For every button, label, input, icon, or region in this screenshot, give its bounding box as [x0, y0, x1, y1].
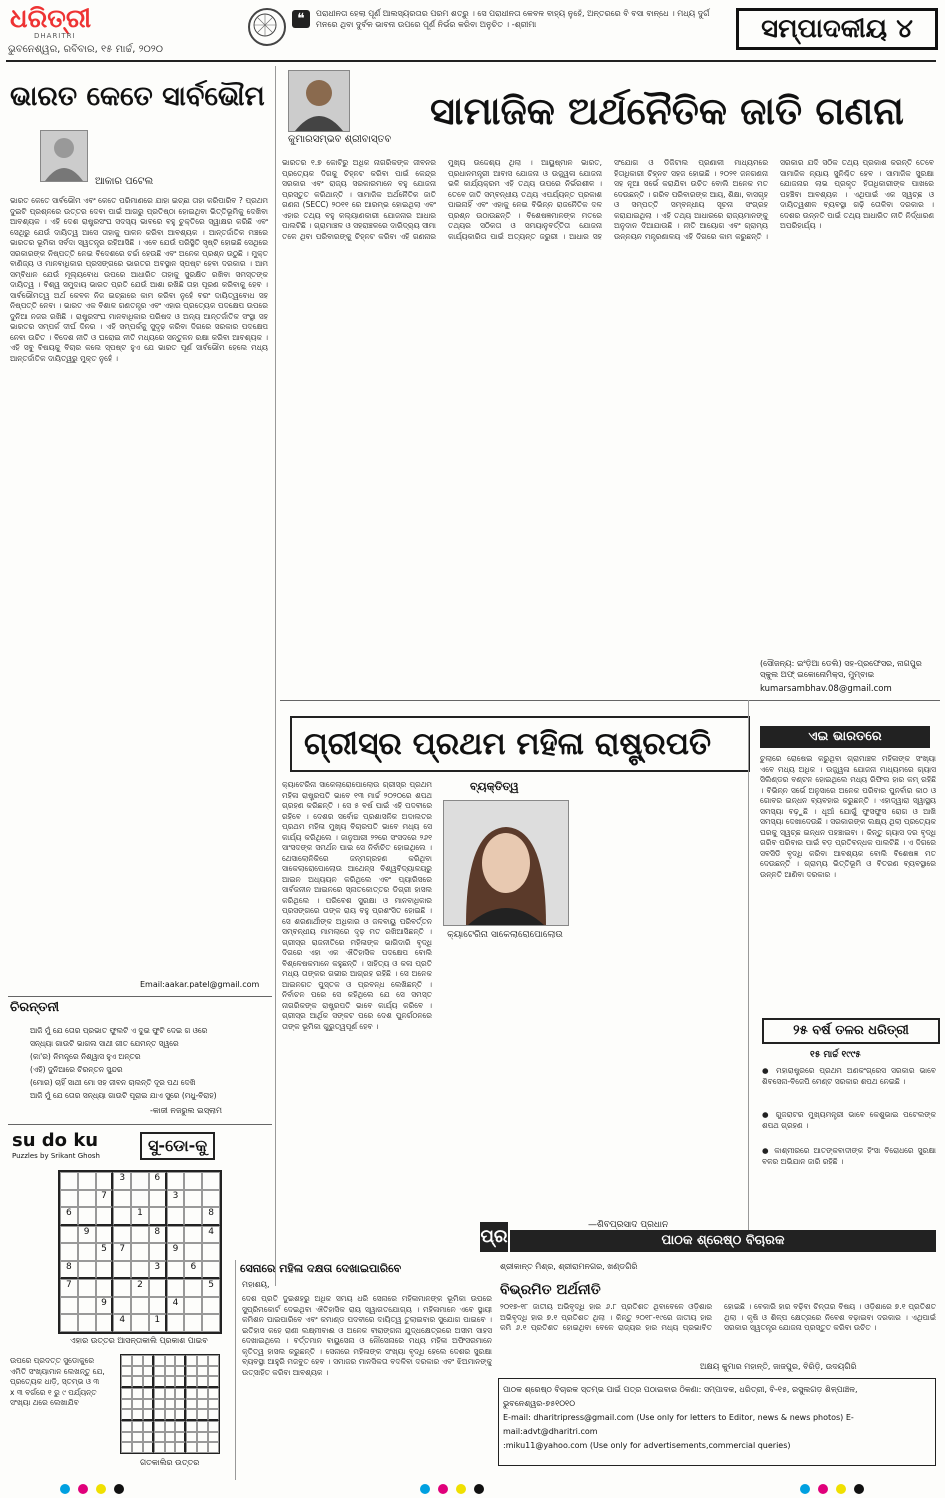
sudoku-cell[interactable] [202, 1243, 220, 1261]
letter-1-title: ସେନାରେ ମହିଳା ଦକ୍ଷତା ଦେଖାଇପାରିବେ [240, 1262, 402, 1275]
letter-2-author: ଅକ୍ଷୟ କୁମାର ମହାନ୍ତି, ଜାଜପୁର, ବିରିଡ଼ି, ଉଦୟଗିରି [700, 1362, 857, 1371]
sudoku-cell [165, 1366, 176, 1377]
sudoku-cell[interactable]: 7 [60, 1279, 78, 1297]
sudoku-cell[interactable] [113, 1190, 131, 1208]
letters-ads-email[interactable]: :miku11@yahoo.com (Use only for advertisements,commercial queries) [503, 1441, 791, 1450]
sudoku-cell [165, 1399, 176, 1410]
sudoku-cell[interactable] [184, 1172, 202, 1190]
sudoku-cell[interactable] [113, 1207, 131, 1226]
sudoku-cell [197, 1376, 208, 1388]
sudoku-cell [121, 1442, 132, 1453]
main-article-email[interactable]: kumarsambhav.08@gmail.com [760, 684, 892, 694]
years-ago-item: ● ମହାରାଷ୍ଟ୍ରରେ ପ୍ରଥମ ଅଣକଂଗ୍ରେସ ସରକାର ଭାବେ ଶିବସେନା-ବିଜେପି ମେଣ୍ଟ ସରକାର ଶପଥ ନେଇଛି । [762, 1066, 936, 1086]
logo [10, 6, 90, 42]
sudoku-cell[interactable] [202, 1297, 220, 1315]
sudoku-cell[interactable]: 1 [131, 1207, 149, 1226]
sudoku-cell [165, 1421, 176, 1432]
sudoku-odia-title: ସୁ-ଡୋ-କୁ [140, 1132, 215, 1160]
sudoku-cell[interactable] [60, 1297, 78, 1315]
sudoku-cell [143, 1366, 154, 1377]
poem-line: ସନ୍ଧ୍ୟା ଗାଉଟି ଭାଗଲ ସାଥୀ ଗୀତ ଯେମନ୍ତ ସ୍ୱରେ [30, 1039, 179, 1048]
sudoku-cell[interactable] [60, 1243, 78, 1261]
sudoku-cell[interactable] [131, 1297, 149, 1315]
sudoku-cell [132, 1388, 143, 1399]
registration-mark [438, 1484, 448, 1494]
sudoku-cell[interactable] [78, 1190, 96, 1208]
sudoku-cell [208, 1421, 219, 1432]
sudoku-cell[interactable] [202, 1261, 220, 1280]
sudoku-cell[interactable] [184, 1243, 202, 1261]
sudoku-cell[interactable]: 3 [149, 1261, 167, 1280]
sudoku-cell [121, 1388, 132, 1399]
sudoku-cell [154, 1399, 165, 1410]
sudoku-brand: su do ku [12, 1130, 99, 1151]
sudoku-cell[interactable] [131, 1243, 149, 1261]
sudoku-cell [197, 1432, 208, 1443]
sudoku-cell[interactable] [78, 1314, 96, 1332]
registration-mark [854, 1484, 864, 1494]
left-article-title: ଭାରତ କେତେ ସାର୍ବଭୌମ [10, 81, 265, 112]
sudoku-cell[interactable] [131, 1226, 149, 1244]
registration-mark [96, 1484, 106, 1494]
sudoku-cell [208, 1366, 219, 1377]
years-ago-item: ● ଗୁଜରାଟର ମୁଖ୍ୟମନ୍ତ୍ରୀ ଭାବେ କେଶୁଭାଇ ପଟେଲଙ୍କ ଶପଥ ଗ୍ରହଣ । [762, 1110, 936, 1130]
sudoku-cell[interactable]: 8 [60, 1261, 78, 1280]
sudoku-cell [186, 1388, 197, 1399]
sudoku-cell[interactable] [167, 1279, 185, 1297]
sudoku-cell[interactable]: 6 [149, 1172, 167, 1190]
sudoku-cell [186, 1442, 197, 1453]
sudoku-cell[interactable] [78, 1243, 96, 1261]
sudoku-cell [132, 1442, 143, 1453]
sudoku-cell [154, 1388, 165, 1399]
letter-2-title: ବିଭ୍ରମିତ ଅର୍ଥନୀତି [500, 1282, 601, 1298]
sudoku-cell [132, 1399, 143, 1410]
sudoku-cell[interactable]: 8 [149, 1226, 167, 1244]
sudoku-cell[interactable] [96, 1314, 114, 1332]
sudoku-cell [175, 1421, 186, 1432]
sudoku-cell [154, 1409, 165, 1421]
ei-bharatare-body: ଚୁଲାରେ ରୋଷେଇ କରୁଥିବା ଗ୍ରାମାଞ୍ଚଳ ମହିଳାଙ୍କ ସଂଖ୍ୟା ଏବେ ମଧ୍ୟ ଅଧିକ । ଉଜ୍ଜ୍ୱଳା ଯୋଜନା ମାଧ୍ୟମରେ ଗ୍ୟାସ ସିଲିଣ୍ଡର ବଣ୍ଟନ ହୋଇଥିଲେ ମଧ୍ୟ ରିଫିଲ ହାର କମ୍ ରହିଛି । ବିଭିନ୍ନ ସର୍ଭେ ଅନୁସାରେ ଅନେକ ପରିବାର ପୁନର୍ବାର କାଠ ଓ ଗୋବର ଇନ୍ଧନ ବ୍ୟବହାର କରୁଛନ୍ତି । ଏହାଦ୍ୱାରା ସ୍ୱାସ୍ଥ୍ୟ ସମସ୍ୟା ବଢ଼ୁଛି । ଧୂଆଁ ଯୋଗୁଁ ଫୁସଫୁସ ରୋଗ ଓ ଆଖି ସମସ୍ୟା ଦେଖାଦେଉଛି । ସରକାରଙ୍କ ଲକ୍ଷ୍ୟ ଥିଲା ପ୍ରତ୍ୟେକ ଘରକୁ ସ୍ୱଚ୍ଛ ଇନ୍ଧନ ପହଞ୍ଚାଇବା । କିନ୍ତୁ ଗ୍ୟାସ ଦର ବୃଦ୍ଧି ଗରିବ ପରିବାର ପାଇଁ ବଡ଼ ପ୍ରତିବନ୍ଧକ ପାଲଟିଛି । ଏ ଦିଗରେ ସବସିଡି ବୃଦ୍ଧି କରିବା ଆବଶ୍ୟକ ବୋଲି ବିଶେଷଜ୍ଞ ମତ ଦେଉଛନ୍ତି । ଗ୍ରାମ୍ୟ ଭିତ୍ତିଭୂମି ଓ ବିତରଣ ବ୍ୟବସ୍ଥାରେ ଉନ୍ନତି ଆଣିବା ଦରକାର । [760, 754, 936, 879]
sudoku-cell[interactable] [131, 1190, 149, 1208]
sudoku-cell[interactable] [149, 1207, 167, 1226]
sudoku-cell[interactable] [60, 1314, 78, 1332]
sudoku-cell [154, 1376, 165, 1388]
sudoku-cell [121, 1399, 132, 1410]
sudoku-cell [197, 1409, 208, 1421]
author-photo-akar [40, 130, 88, 182]
sudoku-cell[interactable] [96, 1279, 114, 1297]
years-ago-item: ● କାଶ୍ମୀରରେ ଆତଙ୍କବାଦୀଙ୍କ ହିଂସା ବିରୋଧରେ ସୁରକ୍ଷା ବଳର ଅଭିଯାନ ଜାରି ରହିଛି । [762, 1146, 936, 1166]
letter-2-body: ୨୦୧୭-୧୮ ଜାତୀୟ ଅଭିବୃଦ୍ଧି ହାର ୬.୮ ପ୍ରତିଶତ ଥିବାବେଳେ ଓଡ଼ିଶାର ଅଭିବୃଦ୍ଧି ହାର ୭.୧ ପ୍ରତିଶତ ଥିଲା । କିନ୍ତୁ ୨୦୧୮-୧୯ରେ ଜାତୀୟ ହାର କମି ୬.୧ ପ୍ରତିଶତ ହୋଇଥିବା ବେଳେ ରାଜ୍ୟର ହାର ମଧ୍ୟ ପ୍ରଭାବିତ ହୋଇଛି । ବେକାରି ହାର ବଢ଼ିବା ଚିନ୍ତାର ବିଷୟ । ଓଡ଼ିଶାରେ ୭.୧ ପ୍ରତିଶତ ଥିଲା । କୃଷି ଓ ଶିଳ୍ପ କ୍ଷେତ୍ରରେ ନିବେଶ ବଢ଼ାଇବା ଦରକାର । ଏଥିପାଇଁ ସରକାର ସ୍ୱତନ୍ତ୍ର ଯୋଜନା ପ୍ରସ୍ତୁତ କରିବା ଉଚିତ । [500, 1302, 936, 1332]
sudoku-cell[interactable] [60, 1226, 78, 1244]
logo-mark: ଧରିତ୍ରୀ [10, 4, 92, 34]
section-rule [280, 700, 940, 701]
sudoku-prev-grid [120, 1354, 220, 1454]
sudoku-cell [186, 1355, 197, 1366]
sudoku-cell [186, 1432, 197, 1443]
registration-mark [456, 1484, 466, 1494]
sudoku-cell [175, 1399, 186, 1410]
left-article-byline: ଆକାର ପଟେଲ [95, 176, 154, 187]
registration-mark [60, 1484, 70, 1494]
sudoku-note: ଏହାର ଉତ୍ତର ଆସନ୍ତାକାଲି ପ୍ରକାଶ ପାଇବ [70, 1336, 208, 1345]
column-rule [235, 1260, 236, 1480]
sudoku-cell [165, 1409, 176, 1421]
years-ago-title: ୨୫ ବର୍ଷ ତଳର ଧରିତ୍ରୀ [762, 1018, 940, 1044]
poem-line: (କା'ର) ନିମନ୍ତ୍ରେ ନିଶ୍ୱାସ ହୁଏ ଅନ୍ତର [30, 1052, 141, 1061]
sudoku-cell[interactable] [149, 1190, 167, 1208]
dateline: ଭୁବନେଶ୍ୱର, ରବିବାର, ୧୫ ମାର୍ଚ୍ଚ, ୨୦୨୦ [8, 44, 164, 55]
sudoku-cell[interactable] [113, 1261, 131, 1280]
registration-mark [420, 1484, 430, 1494]
sudoku-cell[interactable]: 5 [202, 1279, 220, 1297]
sudoku-cell [175, 1409, 186, 1421]
section-rule [8, 996, 272, 997]
years-ago-date: ୧୫ ମାର୍ଚ୍ଚ ୧୯୯୫ [810, 1050, 861, 1060]
sudoku-cell [132, 1355, 143, 1366]
sudoku-cell [175, 1366, 186, 1377]
sudoku-cell [175, 1376, 186, 1388]
sudoku-cell[interactable]: 6 [184, 1261, 202, 1280]
sudoku-cell [208, 1376, 219, 1388]
letters-section-title: ପାଠକ ଶ୍ରେଷ୍ଠ ବିଚାରକ [510, 1230, 936, 1252]
registration-mark [114, 1484, 124, 1494]
katerina-caption: କ୍ୟାଟେରିନା ସାକେଲାରୋପୋଲୋଉ [447, 930, 563, 940]
sudoku-cell[interactable] [96, 1226, 114, 1244]
sudoku-cell[interactable] [184, 1279, 202, 1297]
daily-quote: ପରାଧୀନତା ହେଲା ପୂର୍ଣ ଆଲସ୍ୟରତାର ପରମ ଶତ୍ରୁ । ସେ ପରାଧୀନତା କେବଳ ବାହ୍ୟ ନୁହେଁ, ଅନ୍ତରରେ ବି ବସା ବାନ୍ଧେ । ମଧ୍ୟ ଦୁର୍ଗ ମନରେ ଥିବା ଦୁର୍ବଳ ଭାବନା ଉପରେ ପୂର୍ଣ ନିର୍ଭର କରିବା ଅନୁଚିତ । -ଶ୍ରୀମା [316, 9, 710, 29]
sudoku-cell [165, 1442, 176, 1453]
sudoku-cell [208, 1432, 219, 1443]
registration-mark [818, 1484, 828, 1494]
sudoku-cell [197, 1399, 208, 1410]
author-photo-kumar [288, 70, 350, 132]
sudoku-cell[interactable] [113, 1226, 131, 1244]
sudoku-cell[interactable] [131, 1172, 149, 1190]
sudoku-cell [165, 1432, 176, 1443]
sudoku-cell [186, 1366, 197, 1377]
registration-mark [474, 1484, 484, 1494]
registration-mark [800, 1484, 810, 1494]
sudoku-cell [208, 1409, 219, 1421]
main-article-footer: (ସୌଜନ୍ୟ: ଇଂଡ଼ିଆ ଡେଲି) ସହ-ପ୍ରଫେସର, ନାଗପୁର ସ୍କୁଲ ଅଫ୍ ଇକୋନୋମିକ୍ସ, ମୁମ୍ବାଇ [760, 659, 922, 679]
sudoku-cell [143, 1442, 154, 1453]
registration-mark [836, 1484, 846, 1494]
sudoku-cell[interactable]: 9 [167, 1243, 185, 1261]
section-rule [8, 1124, 272, 1125]
sudoku-cell [208, 1442, 219, 1453]
sudoku-instructions: ଉପରେ ପ୍ରଦତ୍ତ ସୁଡୋକୁରେ ଏମିତି ସଂଖ୍ୟାମାନ ଲେଖନ୍ତୁ ଯେ, ପ୍ରତ୍ୟେକ ଧାଡ଼ି, ସ୍ତମ୍ଭ ଓ ୩ x ୩ ବର୍ଗରେ ୧ ରୁ ୯ ପର୍ଯ୍ୟନ୍ତ ସଂଖ୍ୟା ଥରେ ଲେଖାଯିବ [10, 1356, 105, 1407]
sudoku-cell[interactable]: 9 [78, 1226, 96, 1244]
sudoku-cell [208, 1399, 219, 1410]
main-article-body: ଭାରତର ୧.୭ କୋଟିରୁ ଅଧିକ ନାଗରିକଙ୍କ ଜୀବନର ପ୍ରତ୍ୟେକ ଦିଗକୁ ଚିହ୍ନଟ କରିବା ପାଇଁ କେନ୍ଦ୍ର ସରକାର ଏବଂ ରାଜ୍ୟ ସରକାରମାନେ ବହୁ ଯୋଜନା ପ୍ରସ୍ତୁତ କରିଥାନ୍ତି । ସାମାଜିକ ଅର୍ଥନୈତିକ ଜାତି ଗଣନା (SECC) ୨୦୧୧ ରେ ଆରମ୍ଭ ହୋଇଥିଲା ଏବଂ ଏହାର ତଥ୍ୟ ବହୁ କଲ୍ୟାଣକାରୀ ଯୋଜନାର ଆଧାର ପାଲଟିଛି । ଗ୍ରାମାଞ୍ଚଳ ଓ ସହରାଞ୍ଚଳରେ ଦାରିଦ୍ର୍ୟ ସୀମା ତଳେ ଥିବା ପରିବାରଙ୍କୁ ଚିହ୍ନଟ କରିବା ଏହି ଗଣନାର ମୁଖ୍ୟ ଉଦ୍ଦେଶ୍ୟ ଥିଲା । ଆୟୁଷ୍ମାନ ଭାରତ, ପ୍ରଧାନମନ୍ତ୍ରୀ ଆବାସ ଯୋଜନା ଓ ଉଜ୍ଜ୍ୱଳା ଯୋଜନା ଭଳି କାର୍ଯ୍ୟକ୍ରମ ଏହି ତଥ୍ୟ ଉପରେ ନିର୍ଭରଶୀଳ । ତେବେ ଜାତି ସମ୍ବନ୍ଧୀୟ ତଥ୍ୟ ଏପର୍ଯ୍ୟନ୍ତ ପ୍ରକାଶ ପାଇନାହିଁ ଏବଂ ଏହାକୁ ନେଇ ବିଭିନ୍ନ ରାଜନୈତିକ ଦଳ ପ୍ରଶ୍ନ ଉଠାଉଛନ୍ତି । ବିଶେଷଜ୍ଞମାନଙ୍କ ମତରେ ତଥ୍ୟର ସଠିକତା ଓ ସମୟାନୁବର୍ତ୍ତିତା ଯୋଜନା କାର୍ଯ୍ୟକାରିତା ପାଇଁ ଅତ୍ୟନ୍ତ ଜରୁରୀ । ଆଧାର ସହ ସଂଯୋଗ ଓ ଡିଜିଟାଲ ପ୍ରଣାଳୀ ମାଧ୍ୟମରେ ହିତାଧିକାରୀ ଚିହ୍ନଟ ସହଜ ହୋଇଛି । ୨୦୨୧ ଜନଗଣନା ସହ ନୂଆ ସର୍ଭେ କରାଯିବା ଉଚିତ ବୋଲି ଅନେକ ମତ ଦେଉଛନ୍ତି । ଗରିବ ପରିବାରଙ୍କ ଆୟ, ଶିକ୍ଷା, ବାସଗୃହ ଓ ସମ୍ପତ୍ତି ସମ୍ବନ୍ଧୀୟ ସୂଚନା ସଂଗ୍ରହ କରାଯାଇଥିଲା । ଏହି ତଥ୍ୟ ଆଧାରରେ ରାଜ୍ୟମାନଙ୍କୁ ଅନୁଦାନ ଦିଆଯାଉଛି । ନୀତି ଆୟୋଗ ଏବଂ ଗ୍ରାମ୍ୟ ଉନ୍ନୟନ ମନ୍ତ୍ରଣାଳୟ ଏହି ଦିଗରେ କାମ କରୁଛନ୍ତି । ସରକାର ଯଦି ସଠିକ ତଥ୍ୟ ପ୍ରକାଶ କରନ୍ତି ତେବେ ସାମାଜିକ ନ୍ୟାୟ ସୁନିଶ୍ଚିତ ହେବ । ସାମାଜିକ ସୁରକ୍ଷା ଯୋଜନାର ଲାଭ ପ୍ରକୃତ ହିତାଧିକାରୀଙ୍କ ପାଖରେ ପହଞ୍ଚିବା ଆବଶ୍ୟକ । ଏଥିପାଇଁ ଏକ ସ୍ୱଚ୍ଛ ଓ ଦାୟିତ୍ୱଶୀଳ ବ୍ୟବସ୍ଥା ଗଢ଼ି ତୋଳିବା ଦରକାର । ଦେଶର ଉନ୍ନତି ପାଇଁ ତଥ୍ୟ ଆଧାରିତ ନୀତି ନିର୍ଦ୍ଧାରଣ ଅପରିହାର୍ଯ୍ୟ । [282, 158, 934, 241]
sudoku-cell[interactable] [167, 1172, 185, 1190]
sudoku-cell[interactable] [184, 1297, 202, 1315]
sudoku-brand-sub: Puzzles by Srikant Ghosh [12, 1152, 100, 1160]
sudoku-cell[interactable] [131, 1314, 149, 1332]
sudoku-cell[interactable]: 5 [96, 1243, 114, 1261]
sudoku-cell [197, 1355, 208, 1366]
sudoku-cell[interactable]: 3 [113, 1172, 131, 1190]
sudoku-cell[interactable] [113, 1297, 131, 1315]
wheel-emblem-icon [248, 8, 286, 46]
sudoku-cell[interactable]: 7 [96, 1190, 114, 1208]
greece-article-title: ଗ୍ରୀସ୍‌ର ପ୍ରଥମ ମହିଳା ରାଷ୍ଟ୍ରପତି [290, 716, 750, 772]
katerina-photo [443, 800, 569, 926]
greece-article-body-2 [440, 950, 578, 1220]
sudoku-cell[interactable] [60, 1190, 78, 1208]
sudoku-cell[interactable] [149, 1297, 167, 1315]
left-article-body: ଭାରତ କେତେ ସାର୍ବଭୌମ ଏବଂ କେତେ ପରିମାଣରେ ଯାହା ଇଚ୍ଛା ତାହା କରିପାରିବ ? ପ୍ରଥମ ଦୁଇଟି ପ୍ରଶ୍ନରେ ଉତ୍ତର ଦେବା ପାଇଁ ଆଗରୁ ପ୍ରତିଷ୍ଠା ହୋଇଥିବା ଭିତ୍ତିଭୂମିକୁ ଦେଖିବା ଆବଶ୍ୟକ । ଏହି ଦେଶ ରାଷ୍ଟ୍ରସଂଘ ସଦସ୍ୟ ଭାବରେ ବହୁ ଚୁକ୍ତିରେ ସ୍ୱାକ୍ଷର କରିଛି ଏବଂ ସେଥିରୁ ଯେଉଁ ଦାୟିତ୍ୱ ଆସେ ତାହାକୁ ପାଳନ କରିବା ଆବଶ୍ୟକ । ଆନ୍ତର୍ଜାତିକ ମଞ୍ଚରେ ଭାରତର ଭୂମିକା ସର୍ବଦା ସ୍ୱତନ୍ତ୍ର ରହିଆସିଛି । ଏବେ ଯେଉଁ ପରିସ୍ଥିତି ସୃଷ୍ଟି ହୋଇଛି ସେଥିରେ ସରକାରଙ୍କ ନିଷ୍ପତ୍ତି ନେଇ ବିଦେଶରେ ଚର୍ଚ୍ଚା ହେଉଛି ଏବଂ ଅନେକ ପ୍ରଶ୍ନ ଉଠୁଛି । ମୁକ୍ତ ବାଣିଜ୍ୟ ଓ ମାନବାଧିକାର ପ୍ରସଙ୍ଗରେ ଭାରତର ଅବସ୍ଥାନ ସ୍ପଷ୍ଟ ହେବା ଦରକାର । ଆମ ସମ୍ବିଧାନ ଯେଉଁ ମୂଲ୍ୟବୋଧ ଉପରେ ଆଧାରିତ ତାହାକୁ ସୁରକ୍ଷିତ ରଖିବା ସମସ୍ତଙ୍କ ଦାୟିତ୍ୱ । ବିଶ୍ୱ ସମୁଦାୟ ଭାରତ ପ୍ରତି ଯେଉଁ ଆଶା ରଖିଛି ତାହା ପୂରଣ କରିବାକୁ ହେବ । ସାର୍ବଭୌମତ୍ୱ ଅର୍ଥ କେବଳ ନିଜ ଇଚ୍ଛାରେ କାମ କରିବା ନୁହେଁ ବରଂ ଦାୟିତ୍ୱବୋଧ ସହ ନିଷ୍ପତ୍ତି ନେବା । ଭାରତ ଏକ ବିଶାଳ ଗଣତନ୍ତ୍ର ଏବଂ ଏହାର ପ୍ରତ୍ୟେକ ପଦକ୍ଷେପ ଉପରେ ଦୁନିଆ ନଜର ରଖିଛି । ରାଷ୍ଟ୍ରସଂଘ ମାନବାଧିକାର ପରିଷଦ ଓ ଅନ୍ୟ ଆନ୍ତର୍ଜାତିକ ସଂସ୍ଥା ସହ ଭାରତର ସମ୍ପର୍କ ଦୀର୍ଘ ଦିନର । ଏହି ସମ୍ପର୍କକୁ ସୁଦୃଢ଼ କରିବା ଦିଗରେ ସରକାର ପଦକ୍ଷେପ ନେବା ଉଚିତ । ବିଦେଶ ନୀତି ଓ ଘରୋଇ ନୀତି ମଧ୍ୟରେ ସନ୍ତୁଳନ ରକ୍ଷା କରିବା ଆବଶ୍ୟକ । ଏହି ସବୁ ବିଷୟକୁ ବିଚାର କଲେ ସ୍ପଷ୍ଟ ହୁଏ ଯେ ଭାରତ ପୂର୍ଣ ସାର୍ବଭୌମ ହେଲେ ମଧ୍ୟ ଆନ୍ତର୍ଜାତିକ ଦାୟିତ୍ୱରୁ ମୁକ୍ତ ନୁହେଁ । [10, 196, 268, 363]
letters-address: ପାଠକ ଶ୍ରେଷ୍ଠ ବିଚାରକ ସ୍ତମ୍ଭ ପାଇଁ ପତ୍ର ପଠାଇବାର ଠିକଣା: ସମ୍ପାଦକ, ଧରିତ୍ରୀ, ବି-୧୫, ରସୁଲଗଡ଼ ଶିଳ୍ପାଞ୍ଚଳ, ଭୁବନେଶ୍ୱର-୭୫୧୦୧୦ [503, 1385, 858, 1408]
sudoku-cell [121, 1355, 132, 1366]
sudoku-cell [154, 1432, 165, 1443]
letter-1-greeting: ମହାଶୟ, [242, 1280, 270, 1289]
sudoku-cell[interactable]: 2 [131, 1279, 149, 1297]
sudoku-grid[interactable] [58, 1170, 222, 1334]
poem-line: (ଏହି) ଦୁନିଆରେ ଚିରନ୍ତନ ସୁନ୍ଦର [30, 1065, 123, 1074]
sudoku-cell [121, 1409, 132, 1421]
sudoku-cell[interactable] [60, 1172, 78, 1190]
sudoku-cell[interactable] [184, 1207, 202, 1226]
sudoku-cell[interactable] [113, 1279, 131, 1297]
sudoku-cell [175, 1442, 186, 1453]
sudoku-cell[interactable] [184, 1226, 202, 1244]
sudoku-cell[interactable] [202, 1190, 220, 1208]
sudoku-cell [121, 1432, 132, 1443]
sudoku-cell[interactable]: 9 [96, 1297, 114, 1315]
sudoku-cell[interactable] [131, 1261, 149, 1280]
ei-bharatare-title: ଏଇ ଭାରତରେ [760, 726, 930, 748]
letter-1-author: ଶ୍ରୀକାନ୍ତ ମିଶ୍ର, ଶ୍ରୀରାମନଗର, ଖଣ୍ଡଗିରି [500, 1262, 638, 1271]
greece-article-signature: —ଶିବପ୍ରସାଦ ପ୍ରଧାନ [588, 1220, 669, 1230]
sudoku-cell [165, 1376, 176, 1388]
main-article-byline: କୁମାରସମ୍ଭବ ଶ୍ରୀବାସ୍ତବ [288, 134, 392, 145]
sudoku-cell [132, 1366, 143, 1377]
sudoku-cell [175, 1355, 186, 1366]
sudoku-cell [154, 1355, 165, 1366]
letters-icon: ପ୍ର [480, 1222, 508, 1252]
sudoku-cell[interactable] [149, 1243, 167, 1261]
sudoku-cell [186, 1376, 197, 1388]
sudoku-cell [208, 1388, 219, 1399]
sudoku-cell [186, 1421, 197, 1432]
sudoku-cell [186, 1399, 197, 1410]
sudoku-cell [197, 1388, 208, 1399]
sudoku-cell [208, 1355, 219, 1366]
letters-email[interactable]: E-mail: dharitripress@gmail.com (Use only for letters to Editor, news & news photos) E-mail:advt@dharitri.com [503, 1413, 854, 1436]
sudoku-cell[interactable] [167, 1226, 185, 1244]
poem-line: (ମୋର) ଚାହିଁ ସାଥୀ ମୋ ସହ ଜୀବନ ଚାଲନ୍ତି ଦୂର ପଥ ଦେଖି [30, 1078, 196, 1087]
sudoku-cell[interactable]: 4 [202, 1226, 220, 1244]
sudoku-cell [143, 1376, 154, 1388]
greece-article-body: କ୍ୟାଟେରିନା ସାକେଲାରୋପୋଲୋଉ ଗ୍ରୀସ୍‌ର ପ୍ରଥମ ମହିଳା ରାଷ୍ଟ୍ରପତି ଭାବେ ୧୩ ମାର୍ଚ୍ଚ ୨୦୨୦ରେ ଶପଥ ଗ୍ରହଣ କରିଛନ୍ତି । ସେ ୫ ବର୍ଷ ପାଇଁ ଏହି ପଦବୀରେ ରହିବେ । ଦେଶର ସର୍ବୋଚ୍ଚ ପ୍ରଶାସନିକ ଅଦାଲତର ପ୍ରଥମ ମହିଳା ମୁଖ୍ୟ ବିଚାରପତି ଭାବେ ମଧ୍ୟ ସେ କାର୍ଯ୍ୟ କରିଥିଲେ । ଜାନୁଆରୀ ୨୨ରେ ସଂସଦରେ ୨୬୧ ସାଂସଦଙ୍କ ସମର୍ଥନ ପାଇ ସେ ନିର୍ବାଚିତ ହୋଇଥିଲେ । ଥେସାଲୋନିକିରେ ଜନ୍ମଗ୍ରହଣ କରିଥିବା ସାକେଲାରୋପୋଲୋଉ ଆଥେନ୍ସ ବିଶ୍ୱବିଦ୍ୟାଳୟରୁ ଆଇନ ଅଧ୍ୟୟନ କରିଥିଲେ ଏବଂ ପ୍ୟାରିସରେ ସାର୍ବଜନୀନ ଆଇନରେ ସ୍ନାତକୋତ୍ତର ଡିଗ୍ରୀ ହାସଲ କରିଥିଲେ । ପରିବେଶ ସୁରକ୍ଷା ଓ ମାନବାଧିକାର ପ୍ରସଙ୍ଗରେ ତାଙ୍କ ରାୟ ବହୁ ପ୍ରଶଂସିତ ହୋଇଛି । ସେ ଶରଣାର୍ଥୀଙ୍କ ଅଧିକାର ଓ ଜଳବାୟୁ ପରିବର୍ତ୍ତନ ସମ୍ବନ୍ଧୀୟ ମାମଲାରେ ଦୃଢ଼ ମତ ରଖିଆସିଛନ୍ତି । ଗ୍ରୀସ୍‌ର ରାଜନୀତିରେ ମହିଳାଙ୍କ ଭାଗିଦାରି ବୃଦ୍ଧି ଦିଗରେ ଏହା ଏକ ଐତିହାସିକ ପଦକ୍ଷେପ ବୋଲି ବିଶ୍ଳେଷକମାନେ କହୁଛନ୍ତି । ସାହିତ୍ୟ ଓ କଳା ପ୍ରତି ମଧ୍ୟ ତାଙ୍କର ଗଭୀର ଆଗ୍ରହ ରହିଛି । ସେ ଅନେକ ଆଇନଗତ ପୁସ୍ତକ ଓ ପ୍ରବନ୍ଧ ଲେଖିଛନ୍ତି । ନିର୍ବାଚନ ପରେ ସେ କହିଥିଲେ ଯେ ସେ ସମସ୍ତ ନାଗରିକଙ୍କ ରାଷ୍ଟ୍ରପତି ଭାବେ କାର୍ଯ୍ୟ କରିବେ । ଗ୍ରୀସ୍‌ର ଆର୍ଥିକ ସଙ୍କଟ ପରେ ଦେଶ ପୁନର୍ଗଠନରେ ତାଙ୍କ ଭୂମିକା ଗୁରୁତ୍ୱପୂର୍ଣ ହେବ । [282, 780, 432, 1031]
sudoku-cell [143, 1409, 154, 1421]
left-article-email[interactable]: Email:aakar.patel@gmail.com [140, 980, 260, 989]
letters-footer [498, 1378, 936, 1466]
sudoku-cell [186, 1409, 197, 1421]
sudoku-cell [132, 1409, 143, 1421]
sudoku-cell[interactable] [96, 1172, 114, 1190]
sudoku-cell [175, 1388, 186, 1399]
sudoku-cell[interactable] [202, 1172, 220, 1190]
vyaktitwa-label: ବ୍ୟକ୍ତିତ୍ୱ [470, 780, 519, 793]
sudoku-cell [121, 1421, 132, 1432]
sudoku-cell [143, 1388, 154, 1399]
sudoku-cell[interactable] [202, 1314, 220, 1332]
sudoku-cell [154, 1421, 165, 1432]
poem-line: ଆଜି ମୁଁ ଯେ ତୋର ସନ୍ଧ୍ୟା ଗାଉଟି ପୂରାଇ ଯାଏ ସୁରେ (ମଧୁ-ବିରାହ) [30, 1091, 217, 1100]
sudoku-cell [121, 1366, 132, 1377]
sudoku-cell [143, 1355, 154, 1366]
sudoku-cell[interactable] [167, 1261, 185, 1280]
sudoku-cell [121, 1376, 132, 1388]
sudoku-cell[interactable] [78, 1207, 96, 1226]
sudoku-prev-label: ଗତକାଲିର ଉତ୍ତର [140, 1458, 200, 1467]
sudoku-cell[interactable]: 1 [149, 1314, 167, 1332]
quote-icon: ❝ [292, 10, 310, 28]
sudoku-cell[interactable] [78, 1261, 96, 1280]
chirantani-poem [30, 1024, 270, 1102]
sudoku-cell[interactable] [184, 1314, 202, 1332]
chirantani-author: -କାଜୀ ନଜରୁଲ ଇସ୍‌ଲାମ [150, 1106, 223, 1115]
sudoku-cell[interactable]: 3 [167, 1190, 185, 1208]
masthead-rule [6, 60, 936, 62]
sudoku-cell[interactable] [78, 1279, 96, 1297]
sudoku-cell[interactable]: 4 [113, 1314, 131, 1332]
column-rule [275, 66, 276, 1286]
sudoku-cell [143, 1432, 154, 1443]
sudoku-cell[interactable] [78, 1172, 96, 1190]
sudoku-cell [165, 1388, 176, 1399]
registration-mark [78, 1484, 88, 1494]
sudoku-cell[interactable] [184, 1190, 202, 1208]
sudoku-cell[interactable] [78, 1297, 96, 1315]
sudoku-cell[interactable]: 8 [202, 1207, 220, 1226]
sudoku-cell[interactable]: 6 [60, 1207, 78, 1226]
sudoku-cell [197, 1442, 208, 1453]
sudoku-cell[interactable] [167, 1207, 185, 1226]
poem-line: ଆଜି ମୁଁ ଯେ ତୋର ପ୍ରଭାତ ଫୁଲଟି ଏ ଦୁଇ ଫୁଟି ଦେଇ ଗ ଓରେ [30, 1026, 208, 1035]
sudoku-cell [197, 1421, 208, 1432]
sudoku-cell[interactable]: 7 [113, 1243, 131, 1261]
sudoku-cell [132, 1376, 143, 1388]
sudoku-cell[interactable] [96, 1261, 114, 1280]
sudoku-cell [143, 1421, 154, 1432]
sudoku-cell [154, 1366, 165, 1377]
sudoku-cell[interactable] [149, 1279, 167, 1297]
sudoku-cell [197, 1366, 208, 1377]
letter-1-body: ଦେଶ ପ୍ରତି ଦୁଇଶହରୁ ଅଧିକ ସମୟ ଧରି ସେନାରେ ମହିଳାମାନଙ୍କ ଭୂମିକା ଉପରେ ସୁପ୍ରିମକୋର୍ଟ ଦେଇଥିବା ଐତିହାସିକ ରାୟ ସ୍ୱାଗତଯୋଗ୍ୟ । ମହିଳାମାନେ ଏବେ ସ୍ଥାୟୀ କମିଶନ ପାଇପାରିବେ ଏବଂ କମାଣ୍ଡ ପଦବୀରେ ଦାୟିତ୍ୱ ତୁଲାଇବାର ସୁଯୋଗ ପାଇବେ । ଇତିହାସ କହେ ରାଣୀ ଲକ୍ଷ୍ମୀବାଈ ଓ ଅନେକ ବୀରାଙ୍ଗନା ଯୁଦ୍ଧକ୍ଷେତ୍ରରେ ଅସୀମ ସାହସ ଦେଖାଇଥିଲେ । ବର୍ତ୍ତମାନ ବାୟୁସେନା ଓ ନୌସେନାରେ ମଧ୍ୟ ମହିଳା ଅଫିସରମାନେ କୃତିତ୍ୱ ହାସଲ କରୁଛନ୍ତି । ସେନାରେ ମହିଳାଙ୍କ ସଂଖ୍ୟା ବୃଦ୍ଧି ହେଲେ ଦେଶର ସୁରକ୍ଷା ବ୍ୟବସ୍ଥା ଆହୁରି ମଜବୁତ ହେବ । ସମାଜର ମାନସିକତା ବଦଳିବା ଦରକାର ଏବଂ ଝିଅମାନଙ୍କୁ ଉତ୍ସାହିତ କରିବା ଆବଶ୍ୟକ । [242, 1294, 492, 1377]
sudoku-cell [165, 1355, 176, 1366]
sudoku-cell[interactable]: 4 [167, 1297, 185, 1315]
sudoku-cell [132, 1421, 143, 1432]
sudoku-cell[interactable] [96, 1207, 114, 1226]
main-article-title: ସାମାଜିକ ଅର୍ଥନୈତିକ ଜାତି ଗଣନା [430, 89, 904, 133]
sudoku-cell [132, 1432, 143, 1443]
logo-sub: DHARITRI [34, 32, 76, 40]
sudoku-cell [154, 1442, 165, 1453]
section-title: ସମ୍ପାଦକୀୟ ୪ [736, 8, 938, 50]
column-rule [748, 700, 749, 1252]
sudoku-cell [175, 1432, 186, 1443]
chirantani-title: ଚିରନ୍ତନୀ [10, 1000, 60, 1015]
sudoku-cell [143, 1399, 154, 1410]
sudoku-cell[interactable] [167, 1314, 185, 1332]
